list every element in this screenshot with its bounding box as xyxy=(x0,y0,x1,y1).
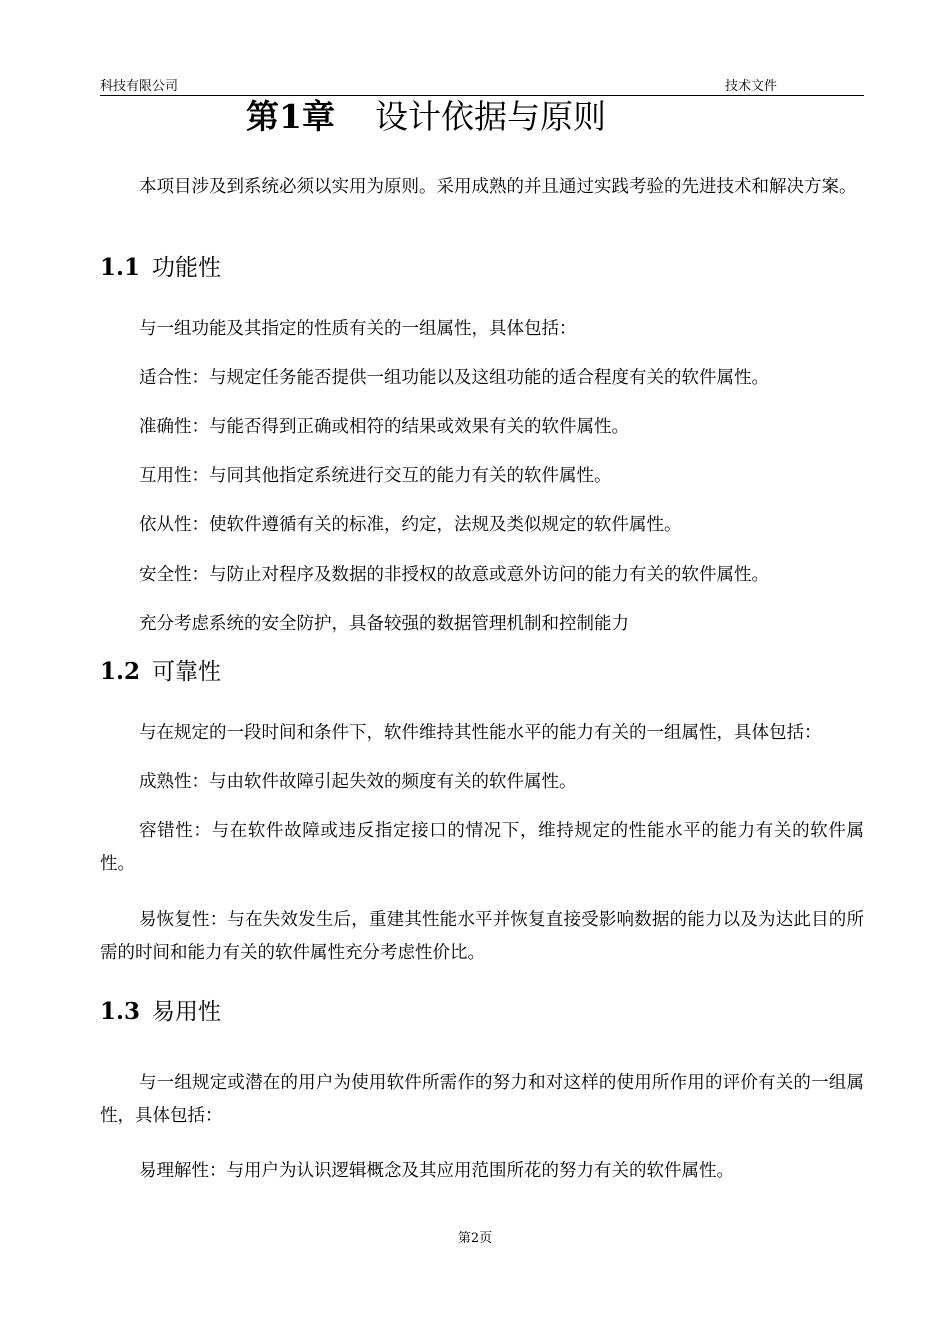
page-number: 第2页 xyxy=(457,1231,493,1246)
paragraph: 成熟性：与由软件故障引起失效的频度有关的软件属性。 xyxy=(139,772,577,792)
paragraph: 互用性：与同其他指定系统进行交互的能力有关的软件属性。 xyxy=(139,466,612,486)
section-number: 1.2 xyxy=(100,658,141,685)
page-header-left: 科技有限公司 xyxy=(100,79,179,94)
paragraph: 容错性：与在软件故障或违反指定接口的情况下，维持规定的性能水平的能力有关的软件属性。 xyxy=(100,821,864,874)
section-number: 1.3 xyxy=(100,998,141,1025)
intro-paragraph: 本项目涉及到系统必须以实用为原则。采用成熟的并且通过实践考验的先进技术和解决方案。 xyxy=(139,177,857,197)
paragraph: 充分考虑系统的安全防护，具备较强的数据管理机制和控制能力 xyxy=(139,614,629,634)
section-heading-1-1 xyxy=(100,253,221,283)
paragraph: 易恢复性：与在失效发生后，重建其性能水平并恢复直接受影响数据的能力以及为达此目的所需的时间和能力有关的软件属性充分考虑性价比。 xyxy=(100,910,864,963)
section-heading-1-2 xyxy=(100,657,221,687)
chapter-title-text: 设计依据与原则 xyxy=(374,97,606,136)
paragraph: 安全性：与防止对程序及数据的非授权的故意或意外访问的能力有关的软件属性。 xyxy=(139,565,769,585)
paragraph: 适合性：与规定任务能否提供一组功能以及这组功能的适合程度有关的软件属性。 xyxy=(139,368,769,388)
section-number: 1.1 xyxy=(100,254,141,281)
paragraph: 依从性：使软件遵循有关的标准，约定，法规及类似规定的软件属性。 xyxy=(139,515,682,535)
paragraph: 准确性：与能否得到正确或相符的结果或效果有关的软件属性。 xyxy=(139,417,629,437)
section-title: 易用性 xyxy=(152,999,222,1025)
paragraph: 与在规定的一段时间和条件下，软件维持其性能水平的能力有关的一组属性，具体包括： xyxy=(139,723,822,743)
section-title: 可靠性 xyxy=(152,659,222,685)
chapter-title xyxy=(246,96,606,138)
paragraph: 易理解性：与用户为认识逻辑概念及其应用范围所花的努力有关的软件属性。 xyxy=(139,1161,734,1181)
paragraph: 与一组功能及其指定的性质有关的一组属性，具体包括： xyxy=(139,319,577,339)
section-heading-1-3 xyxy=(100,997,221,1027)
paragraph: 与一组规定或潜在的用户为使用软件所需作的努力和对这样的使用所作用的评价有关的一组属性，具体包括： xyxy=(100,1073,864,1126)
chapter-number: 第1章 xyxy=(246,97,335,136)
section-title: 功能性 xyxy=(152,255,222,281)
page-header-right: 技术文件 xyxy=(725,79,778,94)
